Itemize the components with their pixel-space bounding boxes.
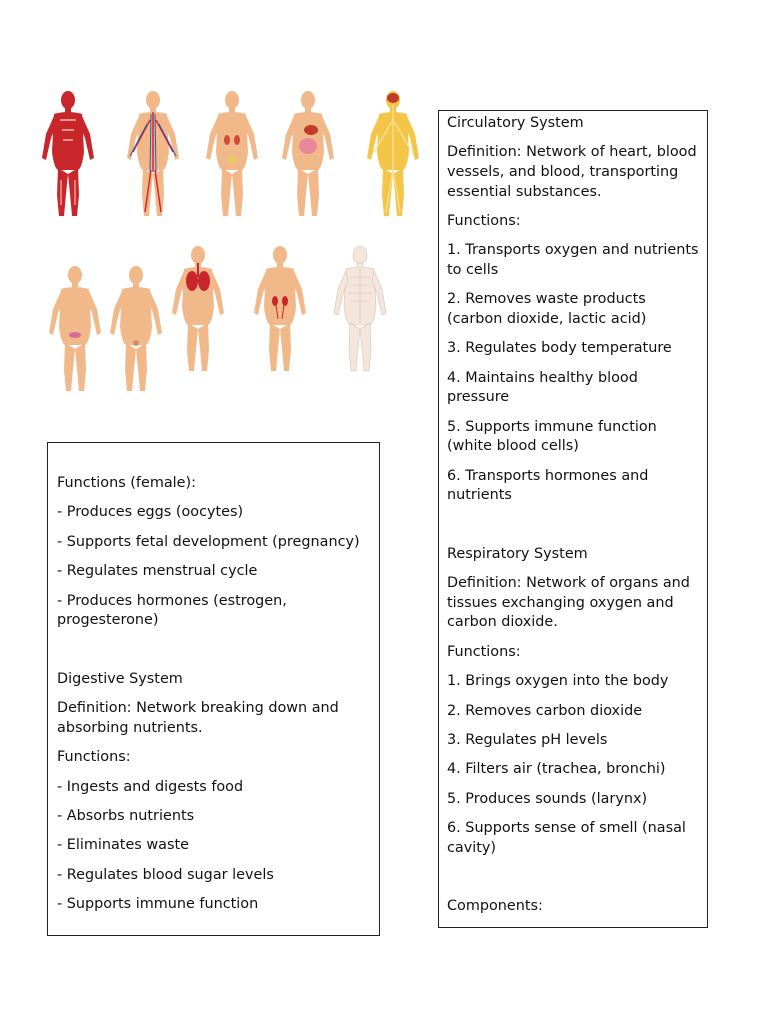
- circulatory-definition: Definition: Network of heart, blood vessels, and blood, transporting essential substances.: [447, 144, 697, 200]
- respiratory-system-heading: Respiratory System: [447, 545, 588, 562]
- list-item: - Ingests and digests food: [57, 778, 244, 795]
- list-item: - Produces eggs (oocytes): [57, 504, 244, 521]
- list-item: - Supports fetal development (pregnancy): [57, 533, 360, 550]
- circulatory-and-respiratory-box: [438, 110, 708, 928]
- urinary-figure: [206, 91, 258, 216]
- digestive-definition: Definition: Network breaking down and absorbing nutrients.: [57, 700, 339, 736]
- list-item: 2. Removes carbon dioxide: [447, 702, 643, 719]
- list-item: 6. Supports sense of smell (nasal cavity): [447, 820, 686, 856]
- list-item: - Regulates blood sugar levels: [57, 866, 274, 883]
- digestive-figure: [282, 91, 334, 216]
- circulatory-system-heading: Circulatory System: [447, 115, 584, 131]
- respiratory-figure: [172, 246, 224, 371]
- body-systems-illustration: [30, 85, 430, 395]
- list-item: 3. Regulates body temperature: [447, 340, 672, 357]
- list-item: 4. Filters air (trachea, bronchi): [447, 761, 666, 778]
- list-item: 6. Transports hormones and nutrients: [447, 467, 649, 504]
- respiratory-functions-label: Functions:: [447, 643, 521, 660]
- excretory-figure: [254, 246, 306, 371]
- list-item: - Produces hormones (estrogen, progesterone): [57, 592, 287, 629]
- male-reproductive-figure: [110, 266, 162, 391]
- functions-female-heading: Functions (female):: [57, 475, 196, 491]
- female-reproductive-figure: [49, 266, 101, 391]
- body-systems-svg: [30, 85, 430, 395]
- list-item: - Eliminates waste: [57, 837, 189, 854]
- list-item: 5. Produces sounds (larynx): [447, 790, 648, 807]
- respiratory-definition: Definition: Network of organs and tissues exchanging oxygen and carbon dioxide.: [447, 575, 690, 631]
- list-item: 2. Removes waste products (carbon dioxide, lactic acid): [447, 291, 647, 327]
- female-and-digestive-box: [47, 442, 380, 936]
- digestive-system-heading: Digestive System: [57, 670, 183, 687]
- list-item: 4. Maintains healthy blood pressure: [447, 369, 638, 406]
- list-item: 1. Brings oxygen into the body: [447, 673, 669, 690]
- skeletal-figure: [334, 246, 386, 371]
- list-item: 1. Transports oxygen and nutrients to cells: [447, 242, 699, 278]
- list-item: - Supports immune function: [57, 896, 259, 913]
- nervous-figure: [367, 91, 419, 216]
- list-item: - Regulates menstrual cycle: [57, 563, 258, 580]
- components-label: Components:: [447, 898, 543, 915]
- list-item: 3. Regulates pH levels: [447, 732, 608, 749]
- list-item: 5. Supports immune function (white blood cells): [447, 418, 657, 455]
- muscular-figure: [42, 91, 94, 216]
- circulatory-functions-label: Functions:: [447, 212, 521, 229]
- digestive-functions-label: Functions:: [57, 749, 131, 766]
- list-item: - Absorbs nutrients: [57, 807, 195, 824]
- circulatory-figure: [127, 91, 179, 216]
